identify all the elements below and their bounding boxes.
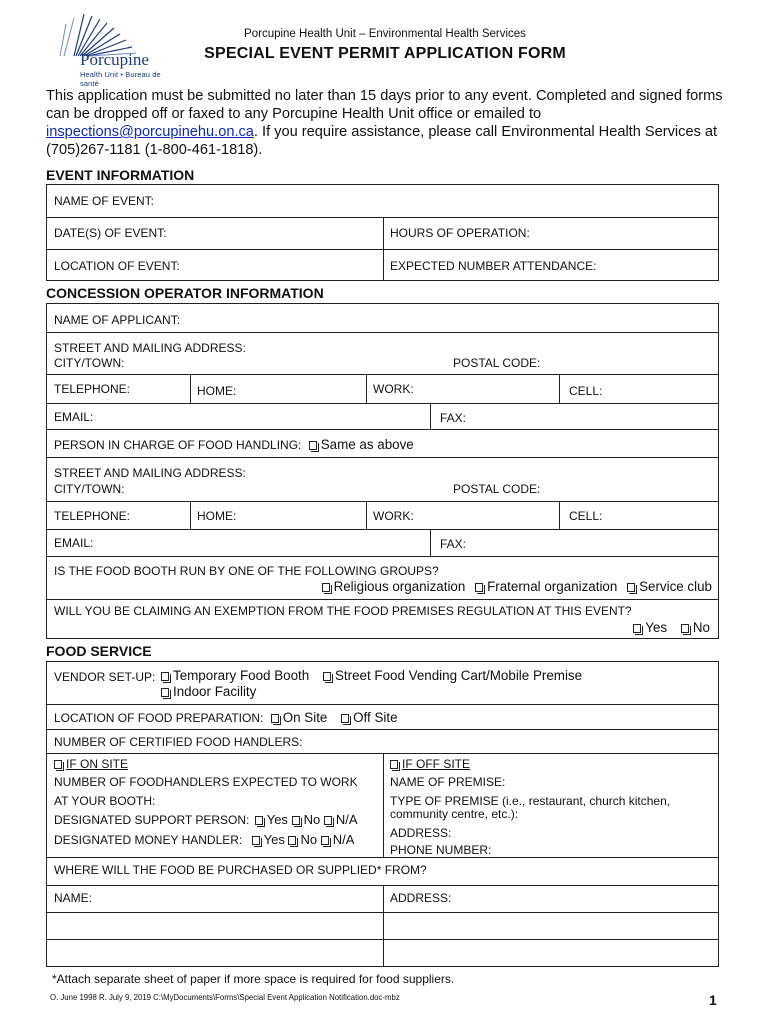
if-on-site-checkbox[interactable] xyxy=(54,760,62,769)
prep-location-row xyxy=(54,710,398,725)
exemption-yes-label: Yes xyxy=(645,620,668,635)
event-dates-field[interactable]: DATE(S) OF EVENT: xyxy=(54,226,167,240)
support-no-checkbox[interactable] xyxy=(292,816,300,825)
exemption-question: WILL YOU BE CLAIMING AN EXEMPTION FROM THE FOOD PREMISES REGULATION AT THIS EVENT? xyxy=(54,604,632,618)
agency-line: Porcupine Health Unit – Environmental Health Services xyxy=(244,28,526,40)
indoor-facility-checkbox[interactable] xyxy=(161,688,169,697)
handler-address-field[interactable]: STREET AND MAILING ADDRESS: xyxy=(54,466,246,480)
premise-type-line-2[interactable]: community centre, etc.): xyxy=(390,807,519,821)
money-handler-row xyxy=(54,832,354,847)
temporary-booth-checkbox[interactable] xyxy=(161,672,169,681)
handler-cell-phone-field[interactable]: CELL: xyxy=(569,509,603,523)
premise-type-line-1: TYPE OF PREMISE (i.e., restaurant, church kitchen, xyxy=(390,794,671,808)
event-information-table xyxy=(46,184,719,281)
support-person-row xyxy=(54,812,357,827)
handler-fax-field[interactable]: FAX: xyxy=(440,537,467,551)
handler-telephone-label: TELEPHONE: xyxy=(54,509,131,523)
food-service-table xyxy=(46,661,719,967)
vendor-setup-label: VENDOR SET-UP: xyxy=(54,670,156,684)
support-na-label: N/A xyxy=(335,812,358,827)
premise-address-field[interactable]: ADDRESS: xyxy=(390,826,452,840)
email-link[interactable]: inspections@porcupinehu.on.ca xyxy=(46,124,254,140)
handlers-expected-line-2[interactable]: AT YOUR BOOTH: xyxy=(54,794,156,808)
applicant-telephone-label: TELEPHONE: xyxy=(54,382,131,396)
fraternal-label: Fraternal organization xyxy=(487,579,618,594)
food-supplied-question: WHERE WILL THE FOOD BE PURCHASED OR SUPPLIED* FROM? xyxy=(54,863,427,877)
if-off-site-label: IF OFF SITE xyxy=(402,757,470,771)
exemption-no-checkbox[interactable] xyxy=(681,624,689,633)
same-as-above-checkbox[interactable] xyxy=(309,441,317,450)
person-in-charge-row xyxy=(54,437,414,452)
intro-paragraph xyxy=(46,87,726,159)
money-yes-checkbox[interactable] xyxy=(252,836,260,845)
fraternal-checkbox[interactable] xyxy=(475,583,483,592)
support-no-label: No xyxy=(303,812,321,827)
exemption-no-label: No xyxy=(692,620,710,635)
if-off-site-row xyxy=(390,757,470,771)
applicant-address-field[interactable]: STREET AND MAILING ADDRESS: xyxy=(54,341,246,355)
support-yes-checkbox[interactable] xyxy=(255,816,263,825)
street-cart-label: Street Food Vending Cart/Mobile Premise xyxy=(334,668,583,683)
money-na-checkbox[interactable] xyxy=(321,836,329,845)
supplier-name-field[interactable]: NAME: xyxy=(54,891,93,905)
applicant-work-phone-field[interactable]: WORK: xyxy=(373,382,414,396)
if-off-site-checkbox[interactable] xyxy=(390,760,398,769)
supplier-address-field[interactable]: ADDRESS: xyxy=(390,891,452,905)
concession-operator-table xyxy=(46,303,719,639)
if-on-site-label: IF ON SITE xyxy=(66,757,129,771)
service-club-label: Service club xyxy=(639,579,712,594)
premise-name-field[interactable]: NAME OF PREMISE: xyxy=(390,775,506,789)
religious-label: Religious organization xyxy=(333,579,466,594)
same-as-above-label: Same as above xyxy=(320,437,414,452)
certified-handlers-field[interactable]: NUMBER OF CERTIFIED FOOD HANDLERS: xyxy=(54,735,303,749)
premise-phone-field[interactable]: PHONE NUMBER: xyxy=(390,843,492,857)
religious-checkbox[interactable] xyxy=(322,583,330,592)
supplier-note: *Attach separate sheet of paper if more space is required for food suppliers. xyxy=(52,972,455,986)
page-number: 1 xyxy=(709,992,717,1008)
prep-location-label: LOCATION OF FOOD PREPARATION: xyxy=(54,711,264,725)
handler-work-phone-field[interactable]: WORK: xyxy=(373,509,414,523)
applicant-cell-phone-field[interactable]: CELL: xyxy=(569,384,603,398)
applicant-home-phone-field[interactable]: HOME: xyxy=(197,384,237,398)
street-cart-checkbox[interactable] xyxy=(323,672,331,681)
on-site-label: On Site xyxy=(282,710,328,725)
applicant-fax-field[interactable]: FAX: xyxy=(440,411,467,425)
handler-city-field[interactable]: CITY/TOWN: xyxy=(54,482,125,496)
handlers-expected-line-1: NUMBER OF FOODHANDLERS EXPECTED TO WORK xyxy=(54,775,358,789)
support-na-checkbox[interactable] xyxy=(324,816,332,825)
handler-email-field[interactable]: EMAIL: xyxy=(54,536,94,550)
indoor-facility-label: Indoor Facility xyxy=(173,684,257,699)
event-information-heading: EVENT INFORMATION xyxy=(46,167,195,183)
exemption-yes-checkbox[interactable] xyxy=(633,624,641,633)
money-no-label: No xyxy=(300,832,318,847)
groups-question: IS THE FOOD BOOTH RUN BY ONE OF THE FOLLOWING GROUPS? xyxy=(54,564,439,578)
concession-operator-heading: CONCESSION OPERATOR INFORMATION xyxy=(46,285,324,301)
applicant-postal-code-field[interactable]: POSTAL CODE: xyxy=(453,356,541,370)
temporary-booth-label: Temporary Food Booth xyxy=(173,668,310,683)
money-yes-label: Yes xyxy=(263,832,285,847)
food-service-heading: FOOD SERVICE xyxy=(46,643,152,659)
vendor-setup-options-2 xyxy=(161,684,256,699)
vendor-setup-options-1 xyxy=(161,668,582,683)
on-site-checkbox[interactable] xyxy=(271,714,279,723)
handler-home-phone-field[interactable]: HOME: xyxy=(197,509,237,523)
applicant-email-field[interactable]: EMAIL: xyxy=(54,410,94,424)
support-yes-label: Yes xyxy=(266,812,288,827)
intro-text-2: . If you require assistance, please call Environmental Health Services at (705)267-1181 (1-800-461-1818). xyxy=(46,124,718,158)
logo-name: Porcupine xyxy=(80,50,149,69)
if-on-site-row xyxy=(54,757,128,771)
applicant-name-field[interactable]: NAME OF APPLICANT: xyxy=(54,313,181,327)
event-location-field[interactable]: LOCATION OF EVENT: xyxy=(54,259,180,273)
off-site-checkbox[interactable] xyxy=(341,714,349,723)
off-site-label: Off Site xyxy=(353,710,398,725)
applicant-city-field[interactable]: CITY/TOWN: xyxy=(54,356,125,370)
support-person-label: DESIGNATED SUPPORT PERSON: xyxy=(54,813,250,827)
form-title: SPECIAL EVENT PERMIT APPLICATION FORM xyxy=(204,45,566,62)
intro-text-1: This application must be submitted no later than 15 days prior to any event. Completed and signed forms can be dropped off or faxed to any Porcupine Health Unit office or emailed to xyxy=(46,88,723,122)
groups-options xyxy=(322,579,712,594)
footer-document-info: O. June 1998 R. July 9, 2019 C:\MyDocuments\Forms\Special Event Application Notification.doc-mbz xyxy=(50,993,400,1002)
person-in-charge-label: PERSON IN CHARGE OF FOOD HANDLING: xyxy=(54,438,302,452)
event-name-field[interactable]: NAME OF EVENT: xyxy=(54,194,155,208)
money-no-checkbox[interactable] xyxy=(288,836,296,845)
exemption-options xyxy=(633,620,710,635)
handler-postal-code-field[interactable]: POSTAL CODE: xyxy=(453,482,541,496)
service-club-checkbox[interactable] xyxy=(627,583,635,592)
money-na-label: N/A xyxy=(332,832,355,847)
logo-subtitle: Health Unit • Bureau de santé xyxy=(80,70,161,88)
expected-attendance-field[interactable]: EXPECTED NUMBER ATTENDANCE: xyxy=(390,259,597,273)
hours-of-operation-field[interactable]: HOURS OF OPERATION: xyxy=(390,226,530,240)
money-handler-label: DESIGNATED MONEY HANDLER: xyxy=(54,833,243,847)
